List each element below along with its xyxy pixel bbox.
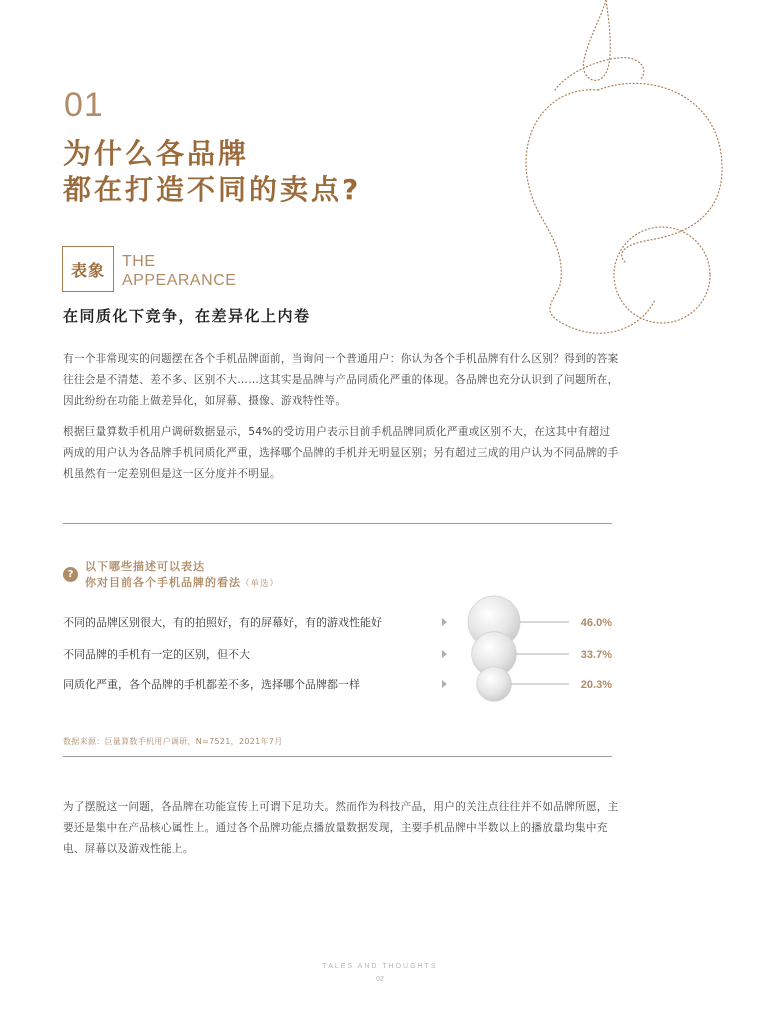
chart-value-label: 20.3% [580,679,612,691]
question-line-1: 以下哪些描述可以表达 [85,560,205,573]
section-number: 01 [64,86,104,124]
question-icon: ? [63,567,78,582]
paragraph-1: 有一个非常现实的问题摆在各个手机品牌面前，当询问一个普通用户：你认为各个手机品牌有什么区别？得到的答案往往会是不清楚、差不多、区别不大……这其实是品牌与产品同质化严重的体现。各品牌也充分认识到了问题所在，因此纷纷在功能上做差异化，如屏幕、摄像、游戏特性等。 [63,353,619,407]
divider-bottom [63,756,612,757]
chart-category-label: 不同的品牌区别很大，有的拍照好，有的屏幕好，有的游戏性能好 [63,616,382,629]
chart-value-label: 46.0% [580,617,612,629]
question-line-2: 你对目前各个手机品牌的看法 [85,576,241,589]
appearance-badge [62,246,114,292]
survey-bubble-chart [0,595,760,710]
chart-category-label: 同质化严重，各个品牌的手机都差不多，选择哪个品牌都一样 [63,678,360,691]
divider-top [63,523,612,524]
chevron-right-icon [442,650,447,658]
page-number: 02 [376,976,384,983]
badge-en-line-2: APPEARANCE [122,272,237,289]
chart-category-label: 不同品牌的手机有一定的区别，但不大 [63,648,250,661]
title-line-1: 为什么各品牌 [63,137,250,170]
paragraph-3: 为了摆脱这一问题，各品牌在功能宣传上可谓下足功夫。然而作为科技产品，用户的关注点往往并不如品牌所愿，主要还是集中在产品核心属性上。通过各个品牌功能点播放量数据发现，主要手机品牌中半数以上的播放量均集中充电、屏幕以及游戏性能上。 [63,801,619,855]
badge-en-line-1: THE [122,253,156,270]
title-line-2: 都在打造不同的卖点? [63,173,362,206]
badge-cn-label: 表象 [70,260,105,280]
chart-bubble [477,667,512,702]
data-source: 数据来源：巨量算数手机用户调研，N=7521，2021年7月 [63,737,283,746]
chart-value-label: 33.7% [580,649,612,661]
question-line-2-wrap [85,575,279,592]
subheading: 在同质化下竞争，在差异化上内卷 [63,307,311,325]
page-title [63,136,361,208]
question-title [85,559,279,592]
chevron-right-icon [442,680,447,688]
chevron-right-icon [442,618,447,626]
badge-en-label [122,252,236,290]
footer-title: TALES AND THOUGHTS [322,963,438,970]
question-note: （单选） [241,579,280,589]
paragraph-2: 根据巨量算数手机用户调研数据显示，54%的受访用户表示目前手机品牌同质化严重或区别不大，在这其中有超过两成的用户认为各品牌手机同质化严重，选择哪个品牌的手机并无明显区别；另有超过三成的用户认为不同品牌的手机虽然有一定差别但是这一区分度并不明显。 [63,426,619,480]
